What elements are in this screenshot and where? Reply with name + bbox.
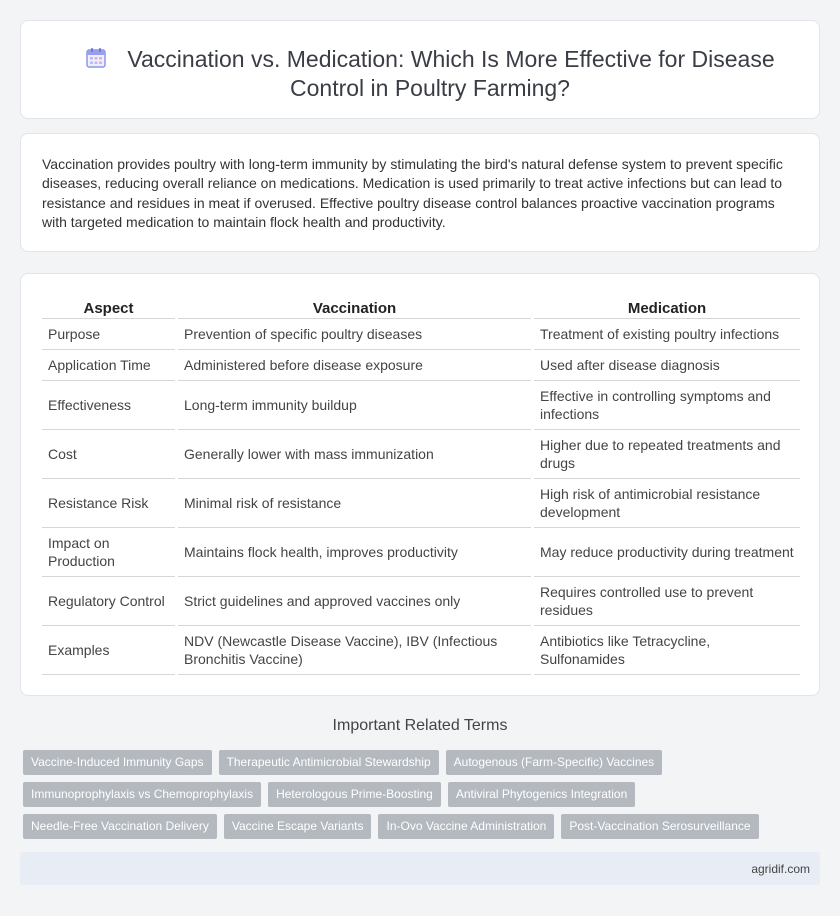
table-cell: Administered before disease exposure: [178, 350, 531, 381]
column-header: Medication: [534, 294, 800, 319]
table-cell: Purpose: [42, 319, 175, 350]
comparison-card: [20, 273, 820, 696]
title-wrap: [61, 45, 799, 103]
related-term-tag[interactable]: Antiviral Phytogenics Integration: [448, 782, 635, 807]
table-row: [42, 350, 800, 381]
intro-card: [20, 133, 820, 252]
related-term-tag[interactable]: In-Ovo Vaccine Administration: [378, 814, 554, 839]
calendar-icon: [85, 47, 107, 69]
table-cell: Prevention of specific poultry diseases: [178, 319, 531, 350]
table-cell: Maintains flock health, improves productivity: [178, 528, 531, 577]
table-cell: Antibiotics like Tetracycline, Sulfonamides: [534, 626, 800, 675]
table-cell: Strict guidelines and approved vaccines only: [178, 577, 531, 626]
site-link[interactable]: agridif.com: [751, 862, 810, 876]
table-cell: Effectiveness: [42, 381, 175, 430]
table-cell: Examples: [42, 626, 175, 675]
comparison-table: [42, 294, 800, 675]
table-cell: Requires controlled use to prevent residues: [534, 577, 800, 626]
page-title: Vaccination vs. Medication: Which Is More Effective for Disease Control in Poultry Farming?: [127, 46, 775, 101]
related-terms-heading: Important Related Terms: [332, 717, 508, 734]
related-term-tag[interactable]: Vaccine Escape Variants: [224, 814, 372, 839]
related-term-tag[interactable]: Post-Vaccination Serosurveillance: [561, 814, 758, 839]
table-cell: NDV (Newcastle Disease Vaccine), IBV (Infectious Bronchitis Vaccine): [178, 626, 531, 675]
table-row: [42, 528, 800, 577]
table-cell: High risk of antimicrobial resistance development: [534, 479, 800, 528]
table-cell: Generally lower with mass immunization: [178, 430, 531, 479]
tag-row: [23, 750, 813, 775]
table-header-row: [42, 294, 800, 319]
table-row: [42, 381, 800, 430]
table-cell: Effective in controlling symptoms and infections: [534, 381, 800, 430]
related-term-tag[interactable]: Needle-Free Vaccination Delivery: [23, 814, 217, 839]
table-cell: Higher due to repeated treatments and drugs: [534, 430, 800, 479]
tag-row: [23, 782, 813, 807]
title-card: [20, 20, 820, 119]
table-row: [42, 479, 800, 528]
related-term-tag[interactable]: Autogenous (Farm-Specific) Vaccines: [446, 750, 663, 775]
table-cell: Regulatory Control: [42, 577, 175, 626]
related-term-tag[interactable]: Heterologous Prime-Boosting: [268, 782, 441, 807]
tag-row: [23, 814, 813, 839]
related-term-tag[interactable]: Immunoprophylaxis vs Chemoprophylaxis: [23, 782, 261, 807]
table-cell: Cost: [42, 430, 175, 479]
table-cell: Long-term immunity buildup: [178, 381, 531, 430]
table-row: [42, 626, 800, 675]
footer-bar: [20, 852, 820, 885]
table-cell: Treatment of existing poultry infections: [534, 319, 800, 350]
column-header: Vaccination: [178, 294, 531, 319]
related-term-tag[interactable]: Therapeutic Antimicrobial Stewardship: [219, 750, 439, 775]
table-row: [42, 577, 800, 626]
table-cell: Minimal risk of resistance: [178, 479, 531, 528]
table-cell: Resistance Risk: [42, 479, 175, 528]
column-header: Aspect: [42, 294, 175, 319]
table-row: [42, 430, 800, 479]
table-cell: May reduce productivity during treatment: [534, 528, 800, 577]
table-cell: Used after disease diagnosis: [534, 350, 800, 381]
table-cell: Application Time: [42, 350, 175, 381]
related-term-tag[interactable]: Vaccine-Induced Immunity Gaps: [23, 750, 212, 775]
table-row: [42, 319, 800, 350]
related-terms-list: [23, 750, 813, 846]
intro-paragraph: Vaccination provides poultry with long-term immunity by stimulating the bird's natural defense system to prevent specific diseases, reducing overall reliance on medications. Medication is used primarily to treat active infections but can lead to resistance and residues in meat if overused. Effective poultry disease control balances proactive vaccination programs with targeted medication to maintain flock health and productivity.: [42, 156, 783, 231]
table-cell: Impact on Production: [42, 528, 175, 577]
